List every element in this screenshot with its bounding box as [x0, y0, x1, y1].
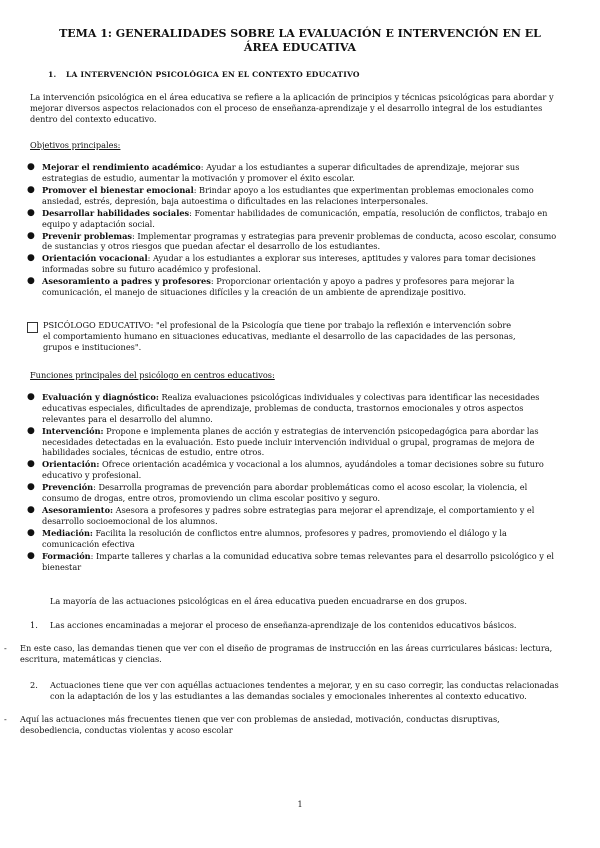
list-item: ● Formación: Imparte talleres y charlas a la comunidad educativa sobre temas relevantes para el desarrollo psicológico y el bienestar — [27, 550, 554, 572]
groups-intro: La mayoría de las actuaciones psicológicas en el área educativa pueden encuadrarse en dos grupos. — [50, 596, 467, 606]
group-number: 2. — [30, 680, 38, 690]
item-term: Desarrollar habilidades sociales — [42, 207, 190, 218]
item-text: Implementar programas y estrategias para prevenir problemas de conducta, acoso escolar, consumo de sustancias y otros riesgos que puedan afectar el desarrollo de los estudiantes. — [42, 230, 557, 252]
item-term: Prevención — [42, 482, 94, 493]
item-text: Fomentar habilidades de comunicación, empatía, resolución de conflictos, trabajo en equipo y adaptación social. — [42, 207, 548, 229]
item-text: Propone e implementa planes de acción y estrategias de intervención psicopedagógica para abordar las necesidades detectadas en la evaluación. Esto puede incluir intervención individual o grupal, programas de mejora de habilidades sociales, técnicas de estudio, entre otros. — [42, 425, 539, 458]
dash-marker: - — [4, 643, 7, 653]
list-item: ● Mejorar el rendimiento académico: Ayudar a los estudiantes a superar dificultades de aprendizaje, mejorar sus estrategias de estudio, aumentar la motivación y promover el éxito escolar. — [27, 162, 520, 183]
item-text: Ofrece orientación académica y vocacional a los alumnos, ayudándoles a tomar decisiones sobre su futuro educativo y profesional. — [42, 459, 544, 481]
group-text: Las acciones encaminadas a mejorar el proceso de enseñanza-aprendizaje de los contenidos educativos básicos. — [50, 620, 517, 630]
item-term: Intervención: — [42, 425, 104, 436]
objectives-heading: Objetivos principales: — [30, 140, 121, 150]
section-title: LA INTERVENCIÓN PSICOLÓGICA EN EL CONTEXTO EDUCATIVO — [66, 70, 360, 79]
bullet-icon: ● — [27, 184, 35, 195]
item-text: Ayudar a los estudiantes a superar dificultades de aprendizaje, mejorar sus estrategias de estudio, aumentar la motivación y promover el éxito escolar. — [42, 162, 520, 183]
list-item — [26, 392, 566, 424]
item-term: Mejorar el rendimiento académico — [42, 162, 201, 172]
functions-list — [26, 392, 566, 574]
bullet-icon: ● — [27, 505, 35, 516]
bullet-icon: ● — [27, 230, 35, 241]
item-text: Desarrolla programas de prevención para abordar problemáticas como el acoso escolar, la violencia, el consumo de drogas, entre otros, promoviendo un clima escolar positivo y seguro. — [42, 482, 528, 504]
item-text: Imparte talleres y charlas a la comunidad educativa sobre temas relevantes para el desarrollo psicológico y el bienestar — [42, 550, 554, 572]
item-term: Asesoramiento: — [42, 505, 114, 516]
list-item — [26, 426, 566, 458]
item-text: Ayudar a los estudiantes a explorar sus intereses, aptitudes y valores para tomar decisiones informadas sobre su futuro académico y profesional. — [42, 253, 536, 275]
group-text: Actuaciones tiene que ver con aquéllas actuaciones tendentes a mejorar, y en su caso corregir, las conductas relacionadas con la adaptación de los y las estudiantes a las demandas sociales y emocionales inherentes al contexto educativo. — [50, 680, 559, 701]
bullet-icon: ● — [27, 482, 35, 493]
list-item: ● Asesoramiento a padres y profesores: Proporcionar orientación y apoyo a padres y profesores para mejorar la comunicación, el manejo de situaciones difíciles y la creación de un ambiente de aprendizaje positivo. — [27, 276, 515, 298]
item-text: Brindar apoyo a los estudiantes que experimentan problemas emocionales como ansiedad, estrés, depresión, baja autoestima o dificultades en las relaciones interpersonales. — [42, 184, 534, 206]
list-item: ● Prevenir problemas: Implementar programas y estrategias para prevenir problemas de conducta, acoso escolar, consumo de sustancias y otros riesgos que puedan afectar el desarrollo de los estudiantes. — [27, 230, 557, 252]
dash-marker: - — [4, 714, 7, 724]
item-term: Evaluación y diagnóstico: — [42, 392, 159, 402]
detail-text: En este caso, las demandas tienen que ver con el diseño de programas de instrucción en las áreas curriculares básicas: lectura, escritura, matemáticas y ciencias. — [20, 643, 553, 664]
bullet-icon: ● — [27, 162, 35, 172]
bullet-icon: ● — [27, 207, 35, 218]
section-heading — [48, 70, 360, 80]
group-number: 1. — [30, 620, 38, 630]
bullet-icon: ● — [27, 425, 35, 436]
item-term: Orientación: — [42, 459, 100, 470]
page-title: TEMA 1: GENERALIDADES SOBRE LA EVALUACIÓN E INTERVENCIÓN EN EL ÁREA EDUCATIVA — [59, 27, 541, 55]
item-term: Formación — [42, 550, 91, 561]
list-item: ● Prevención: Desarrolla programas de prevención para abordar problemáticas como el acoso escolar, la violencia, el consumo de drogas, entre otros, promoviendo un clima escolar positivo y seguro. — [27, 482, 528, 504]
functions-heading: Funciones principales del psicólogo en centros educativos: — [30, 370, 275, 380]
detail-text: Aquí las actuaciones más frecuentes tienen que ver con problemas de ansiedad, motivación, conductas disruptivas, desobediencia, conductas violentas y acoso escolar — [20, 714, 500, 735]
list-item — [26, 528, 566, 550]
item-term: Promover el bienestar emocional — [42, 184, 194, 195]
objectives-list — [26, 162, 566, 299]
bullet-icon: ● — [27, 527, 35, 538]
bullet-icon: ● — [27, 459, 35, 470]
list-item — [26, 505, 566, 527]
bullet-icon: ● — [27, 276, 35, 287]
item-term: Asesoramiento a padres y profesores — [42, 276, 211, 287]
section-number: 1. — [48, 70, 57, 79]
page-number: 1 — [297, 800, 303, 809]
item-term: Orientación vocacional — [42, 253, 148, 264]
bullet-icon: ● — [27, 550, 35, 561]
item-text: Realiza evaluaciones psicológicas individuales y colectivas para identificar las necesidades educativas especiales, dificultades de aprendizaje, problemas de conducta, trastornos emocionales y otros aspectos relevantes para el desarrollo del alumno. — [42, 392, 540, 424]
item-text: Facilita la resolución de conflictos entre alumnos, profesores y padres, promoviendo el diálogo y la comunicación efectiva — [42, 527, 507, 549]
list-item: ● Orientación vocacional: Ayudar a los estudiantes a explorar sus intereses, aptitudes y valores para tomar decisiones informadas sobre su futuro académico y profesional. — [27, 253, 536, 275]
list-item — [26, 459, 566, 481]
bullet-icon: ● — [27, 253, 35, 264]
item-text: Asesora a profesores y padres sobre estrategias para mejorar el aprendizaje, el comportamiento y el desarrollo socioemocional de los alumnos. — [42, 505, 535, 526]
definition-text: PSICÓLOGO EDUCATIVO: "el profesional de la Psicología que tiene por trabajo la reflexión e intervención sobre el comportamiento humano en situaciones educativas, mediante el desarrollo de las capacidades de las personas, grupos e instituciones". — [43, 320, 516, 352]
checkbox-icon — [27, 322, 38, 333]
list-item: ● Desarrollar habilidades sociales: Fomentar habilidades de comunicación, empatía, resolución de conflictos, trabajo en equipo y adaptación social. — [27, 207, 548, 229]
item-term: Mediación: — [42, 527, 93, 538]
list-item: ● Promover el bienestar emocional: Brindar apoyo a los estudiantes que experimentan problemas emocionales como ansiedad, estrés, depresión, baja autoestima o dificultades en las relaciones interpersonales. — [27, 184, 534, 206]
bullet-icon: ● — [27, 392, 35, 402]
item-term: Prevenir problemas — [42, 230, 132, 241]
intro-paragraph: La intervención psicológica en el área educativa se refiere a la aplicación de principios y técnicas psicológicas para abordar y mejorar diversos aspectos relacionados con el proceso de enseñanza-aprendizaje y el desarrollo integral de los estudiantes dentro del contexto educativo. — [30, 92, 554, 124]
item-text: Proporcionar orientación y apoyo a padres y profesores para mejorar la comunicación, el manejo de situaciones difíciles y la creación de un ambiente de aprendizaje positivo. — [42, 276, 515, 298]
